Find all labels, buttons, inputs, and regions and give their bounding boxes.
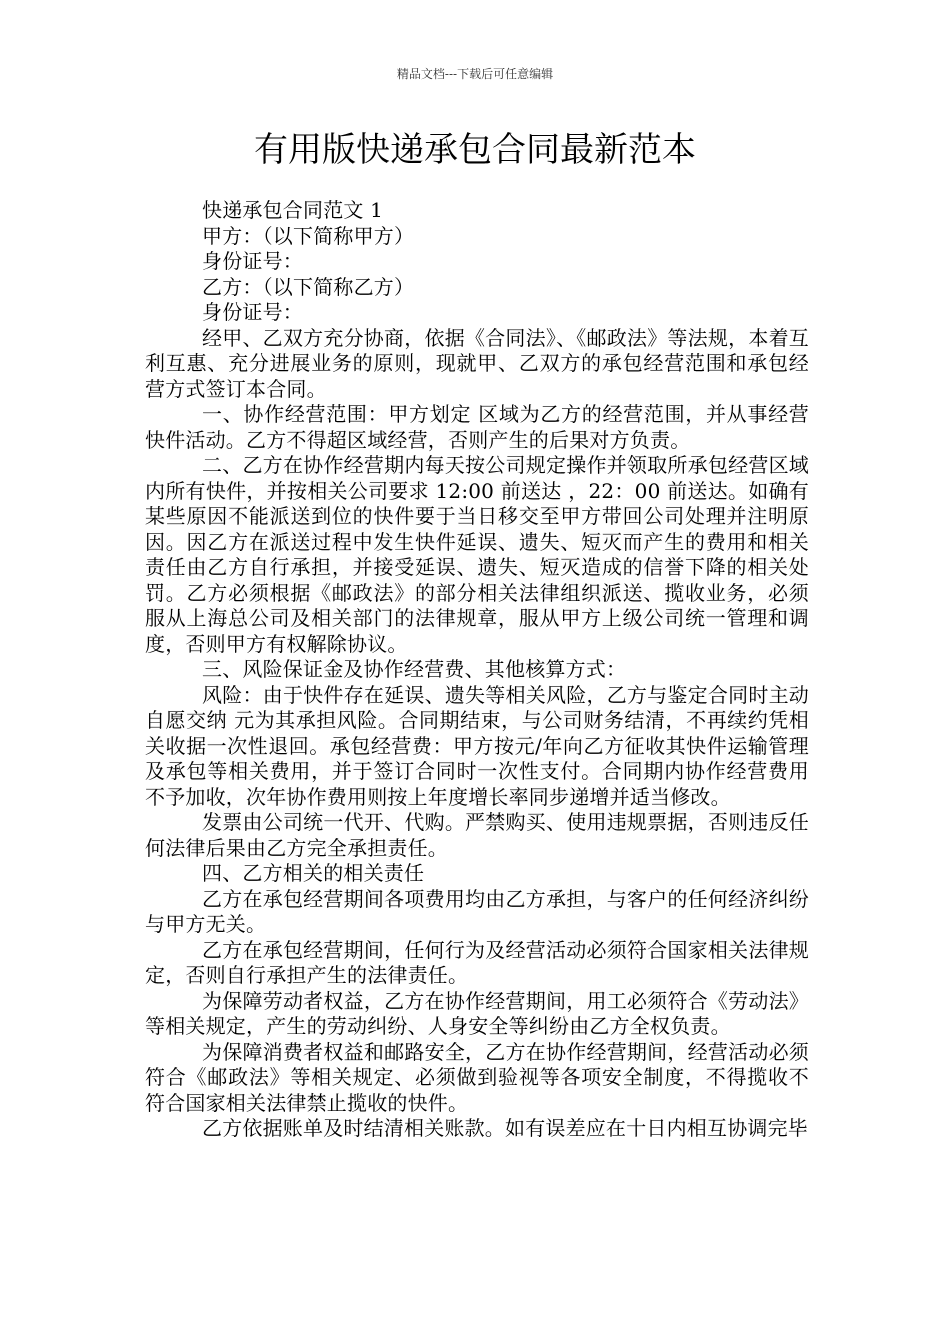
party-a-line: 甲方：（以下简称甲方） <box>202 223 415 248</box>
document-body <box>145 198 809 1142</box>
consumer-safety-paragraph: 为保障消费者权益和邮路安全，乙方在协作经营期间，经营活动必须符合《邮政法》等相关规定、必须做到验视等各项安全制度，不得揽收不符合国家相关法律禁止揽收的快件。 <box>145 1039 809 1115</box>
labor-law-paragraph: 为保障劳动者权益，乙方在协作经营期间，用工必须符合《劳动法》等相关规定，产生的劳动纠纷、人身安全等纠纷由乙方全权负责。 <box>145 988 809 1038</box>
section-2-paragraph: 二、乙方在协作经营期内每天按公司规定操作并领取所承包经营区域内所有快件，并按相关公司要求 12:00 前送达 ，22：00 前送达。如确有某些原因不能派送到位的快件要于当日移交至甲方带回公司处理并注明原因。因乙方在派送过程中发生快件延误、遗失、短灭而产生的费用和相关责任由乙方自行承担，并接受延误、遗失、短灭造成的信誉下降的相关处罚。乙方必须根据《邮政法》的部分相关法律组织派送、揽收业务，必须服从上海总公司及相关部门的法律规章，服从甲方上级公司统一管理和调度，否则甲方有权解除协议。 <box>145 453 809 656</box>
party-b-id-line: 身份证号： <box>202 300 303 324</box>
contract-sample-heading: 快递承包合同范文 1 <box>202 198 384 222</box>
invoice-paragraph: 发票由公司统一代开、代购。严禁购买、使用违规票据，否则违反任何法律后果由乙方完全承担责任。 <box>145 810 809 860</box>
section-1-paragraph: 一、协作经营范围：甲方划定 区域为乙方的经营范围，并从事经营快件活动。乙方不得超区域经营，否则产生的后果对方负责。 <box>145 402 809 452</box>
preamble-paragraph: 经甲、乙双方充分协商，依据《合同法》、《邮政法》等法规，本着互利互惠、充分进展业务的原则，现就甲、乙双方的承包经营范围和承包经营方式签订本合同。 <box>145 325 809 401</box>
document-title: 有用版快递承包合同最新范本 <box>254 130 696 170</box>
risk-deposit-paragraph: 风险：由于快件存在延误、遗失等相关风险，乙方与鉴定合同时主动自愿交纳 元为其承担风险。合同期结束，与公司财务结清，不再续约凭相关收据一次性退回。承包经营费：甲方按元/年向乙方征收其快件运输管理及承包等相关费用，并于签订合同时一次性支付。合同期内协作经营费用不予加收，次年协作费用则按上年度增长率同步递增并适当修改。 <box>145 682 809 809</box>
party-a-id-line: 身份证号： <box>202 249 303 273</box>
section-3-heading: 三、风险保证金及协作经营费、其他核算方式： <box>202 657 627 681</box>
legal-compliance-paragraph: 乙方在承包经营期间，任何行为及经营活动必须符合国家相关法律规定，否则自行承担产生的法律责任。 <box>145 937 809 987</box>
page-header-note: 精品文档---下载后可任意编辑 <box>396 67 554 81</box>
expenses-paragraph: 乙方在承包经营期间各项费用均由乙方承担，与客户的任何经济纠纷与甲方无关。 <box>145 886 809 936</box>
party-b-line: 乙方：（以下简称乙方） <box>202 274 415 299</box>
section-4-heading: 四、乙方相关的相关责任 <box>202 861 425 885</box>
settlement-paragraph: 乙方依据账单及时结清相关账款。如有误差应在十日内相互协调完毕 <box>202 1116 808 1140</box>
